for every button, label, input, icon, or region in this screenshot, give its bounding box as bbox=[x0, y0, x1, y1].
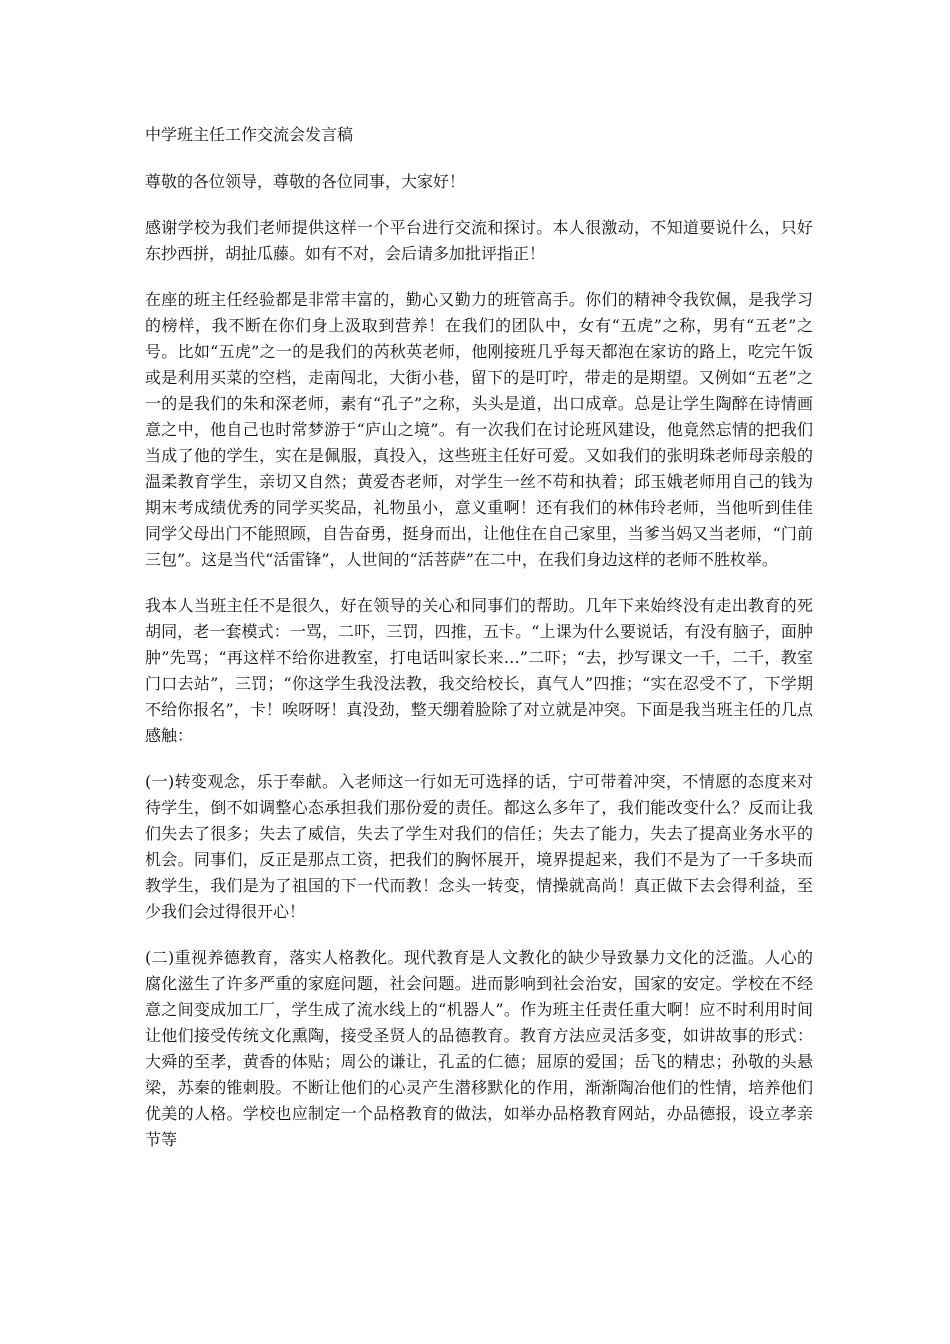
thanks-paragraph: 感谢学校为我们老师提供这样一个平台进行交流和探讨。本人很激动，不知道要说什么，只好东抄西拼，胡扯瓜藤。如有不对，会后请多加批评指正！ bbox=[145, 218, 813, 263]
document-page bbox=[145, 122, 813, 1173]
self-reflection-paragraph: 我本人当班主任不是很久，好在领导的关心和同事们的帮助。几年下来始终没有走出教育的死胡同，老一套模式：一骂，二吓，三罚，四推，五卡。“上课为什么要说话，有没有脑子，面肿肿”先骂；“再这样不给你进教室，打电话叫家长来…”二吓；“去，抄写课文一千，二千，教室门口去站”，三罚；“你这学生我没法教，我交给校长，真气人”四推；“实在忍受不了，下学期不给你报名”，卡！唉呀呀！真没劲，整天绷着脸除了对立就是冲突。下面是我当班主任的几点感触： bbox=[145, 596, 813, 745]
document-title: 中学班主任工作交流会发言稿 bbox=[145, 125, 354, 144]
colleagues-paragraph: 在座的班主任经验都是非常丰富的，勤心又勤力的班管高手。你们的精神令我钦佩，是我学习的榜样，我不断在你们身上汲取到营养！在我们的团队中，女有“五虎”之称，男有“五老”之号。比如“五虎”之一的是我们的芮秋英老师，他刚接班几乎每天都泡在家访的路上，吃完午饭或是利用买菜的空档，走南闯北，大街小巷，留下的是叮咛，带走的是期望。又例如“五老”之一的是我们的朱和深老师，素有“孔子”之称，头头是道，出口成章。总是让学生陶醉在诗情画意之中，他自己也时常梦游于“庐山之境”。有一次我们在讨论班风建设，他竟然忘情的把我们当成了他的学生，实在是佩服，真投入，这些班主任好可爱。又如我们的张明珠老师母亲般的温柔教育学生，亲切又自然；黄爱杏老师，对学生一丝不苟和执着；邱玉娥老师用自己的钱为期末考成绩优秀的同学买奖品，礼物虽小，意义重啊！还有我们的林伟玲老师，当他听到佳佳同学父母出门不能照顾，自告奋勇，挺身而出，让他住在自己家里，当爹当妈又当老师，“门前三包”。这是当代“活雷锋”，人世间的“活菩萨”在二中，在我们身边这样的老师不胜枚举。 bbox=[145, 290, 813, 569]
point-one-paragraph: (一)转变观念，乐于奉献。入老师这一行如无可选择的话，宁可带着冲突，不情愿的态度来对待学生，倒不如调整心态承担我们那份爱的责任。都这么多年了，我们能改变什么？反而让我们失去了很多；失去了威信，失去了学生对我们的信任；失去了能力，失去了提高业务水平的机会。同事们，反正是那点工资，把我们的胸怀展开，境界提起来，我们不是为了一千多块而教学生，我们是为了祖国的下一代而教！念头一转变，情操就高尚！真正做下去会得利益，至少我们会过得很开心！ bbox=[145, 772, 813, 921]
point-two-paragraph: (二)重视养德教育，落实人格教化。现代教育是人文教化的缺少导致暴力文化的泛滥。人心的腐化滋生了许多严重的家庭问题，社会问题。进而影响到社会治安，国家的安定。学校在不经意之间变成加工厂，学生成了流水线上的“机器人”。作为班主任责任重大啊！应不时利用时间让他们接受传统文化熏陶，接受圣贤人的品德教育。教育方法应灵活多变，如讲故事的形式：大舜的至孝，黄香的体贴；周公的谦让，孔孟的仁德；屈原的爱国；岳飞的精忠；孙敬的头悬梁，苏秦的锥刺股。不断让他们的心灵产生潜移默化的作用，渐渐陶冶他们的性情，培养他们优美的人格。学校也应制定一个品格教育的做法，如举办品格教育网站，办品德报，设立孝亲节等 bbox=[145, 948, 813, 1149]
greeting-paragraph: 尊敬的各位领导，尊敬的各位同事，大家好！ bbox=[145, 172, 466, 191]
